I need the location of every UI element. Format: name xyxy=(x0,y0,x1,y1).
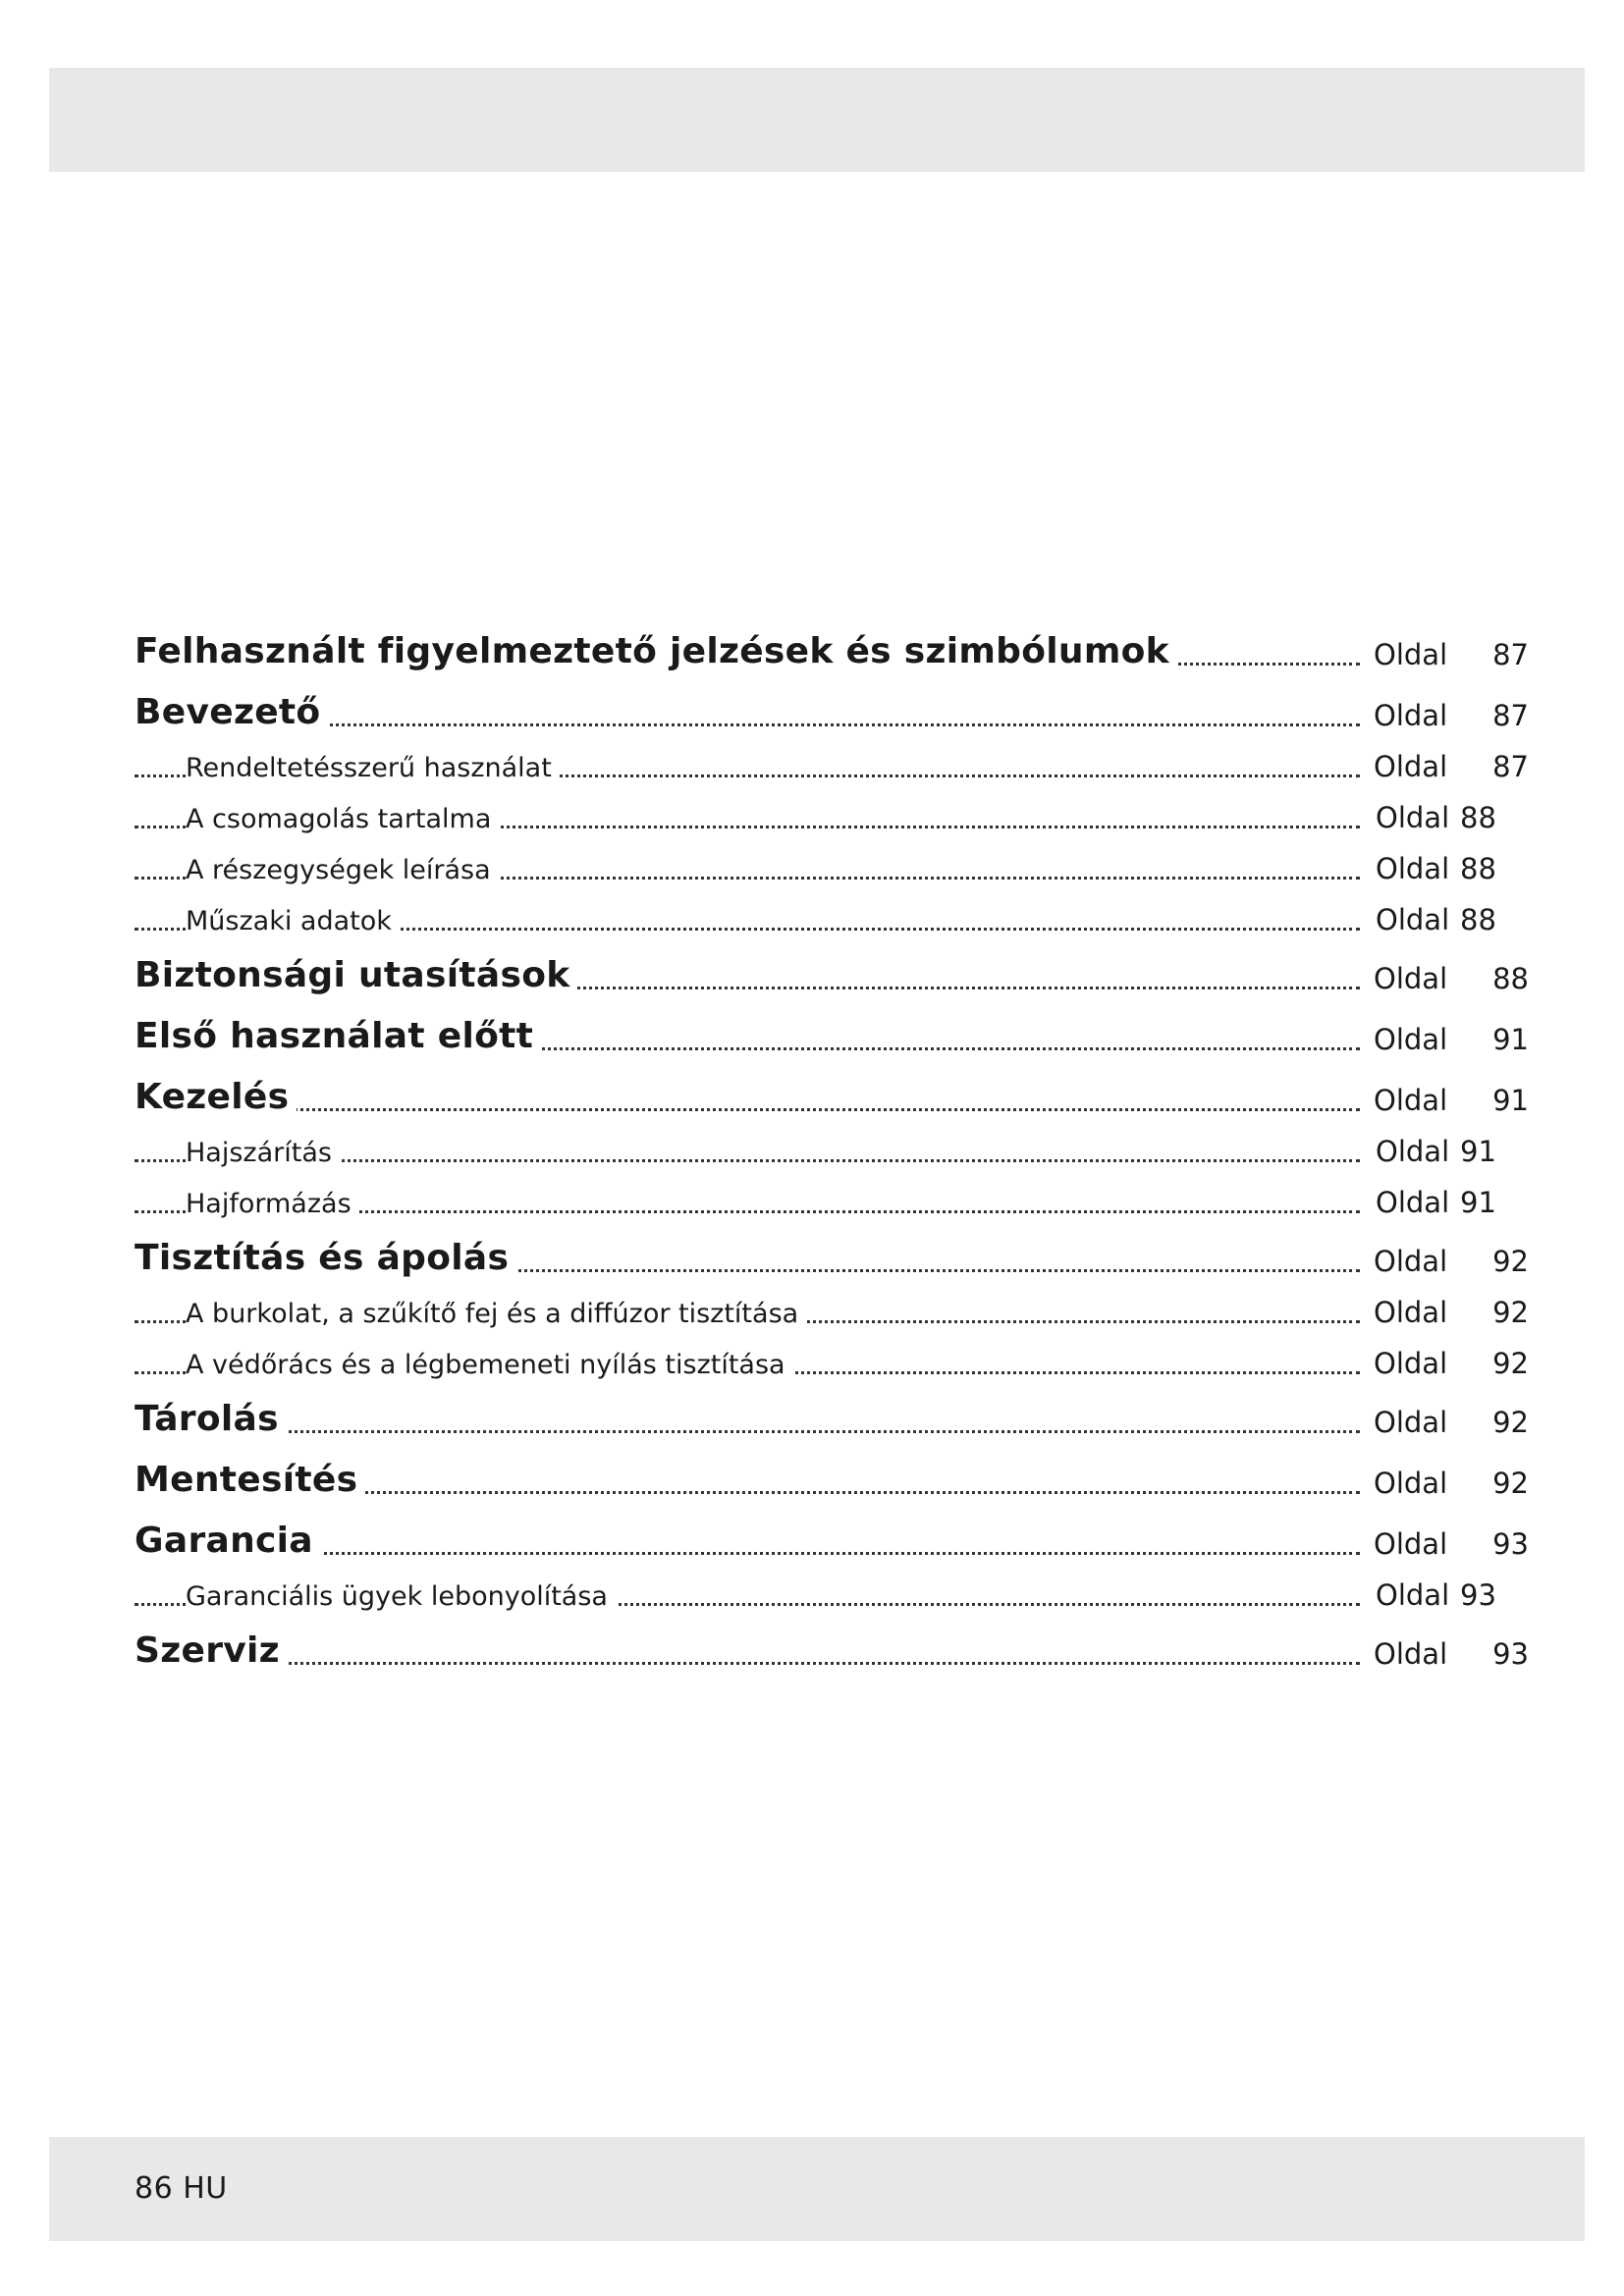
page-label: Oldal xyxy=(1374,1637,1448,1671)
page-number: 92 xyxy=(1492,1347,1529,1380)
page-label: Oldal xyxy=(1374,962,1448,995)
toc-subentry[interactable] xyxy=(135,893,1529,944)
toc-entry-title: Tisztítás és ápolás xyxy=(135,1238,516,1278)
page-number: 92 xyxy=(1492,1406,1529,1439)
toc-subentry[interactable] xyxy=(135,1286,1529,1337)
page-label: Oldal xyxy=(1376,1135,1450,1168)
toc-subentry-title: A részegységek leírása xyxy=(186,855,499,885)
page-label: Oldal xyxy=(1374,1023,1448,1056)
toc-entry-title: Tárolás xyxy=(135,1399,287,1439)
page-label: Oldal xyxy=(1376,903,1450,936)
toc-entry-title: Garancia xyxy=(135,1521,321,1561)
toc-entry[interactable] xyxy=(135,1074,1529,1125)
toc-entry[interactable] xyxy=(135,1396,1529,1447)
page-label: Oldal xyxy=(1374,1527,1448,1561)
dot-leader xyxy=(135,1108,1360,1111)
page-number: 91 xyxy=(1492,1023,1529,1056)
toc-entry-title: Biztonsági utasítások xyxy=(135,955,577,995)
page-label: Oldal xyxy=(1376,1186,1450,1219)
toc-subentry-title: Műszaki adatok xyxy=(186,906,400,936)
page-label: Oldal xyxy=(1374,1467,1448,1500)
toc-entry[interactable] xyxy=(135,1518,1529,1569)
toc-entry[interactable] xyxy=(135,1235,1529,1286)
page-number: 88 xyxy=(1492,962,1529,995)
page-number: 87 xyxy=(1492,699,1529,732)
page-number: 92 xyxy=(1492,1245,1529,1278)
page-number: 91 xyxy=(1460,1186,1496,1219)
toc-subentry[interactable] xyxy=(135,1125,1529,1176)
toc-entry[interactable] xyxy=(135,1628,1529,1679)
toc-subentry[interactable] xyxy=(135,740,1529,791)
toc-subentry[interactable] xyxy=(135,1176,1529,1227)
toc-entry[interactable] xyxy=(135,628,1529,679)
page-label: Oldal xyxy=(1374,1296,1448,1329)
toc-entry[interactable] xyxy=(135,1013,1529,1064)
page-number: 88 xyxy=(1460,903,1496,936)
dot-leader xyxy=(135,1430,1360,1433)
toc-subentry-title: Hajszárítás xyxy=(186,1138,340,1168)
toc-entry-title: Szerviz xyxy=(135,1630,288,1671)
toc-entry[interactable] xyxy=(135,1457,1529,1508)
page-label: Oldal xyxy=(1374,699,1448,732)
toc-entry[interactable] xyxy=(135,952,1529,1003)
page-number: 91 xyxy=(1460,1135,1496,1168)
page-label: Oldal xyxy=(1374,750,1448,783)
footer-band xyxy=(49,2137,1585,2241)
page-label: Oldal xyxy=(1374,638,1448,671)
page-label: Oldal xyxy=(1374,1084,1448,1117)
toc-subentry-title: A burkolat, a szűkítő fej és a diffúzor tisztítása xyxy=(186,1299,806,1329)
page-number: 87 xyxy=(1492,750,1529,783)
page-label: Oldal xyxy=(1376,852,1450,885)
toc-entry-title: Első használat előtt xyxy=(135,1016,541,1056)
page-number: 92 xyxy=(1492,1467,1529,1500)
toc-subentry[interactable] xyxy=(135,1569,1529,1620)
toc-entry-title: Mentesítés xyxy=(135,1460,365,1500)
toc-subentry[interactable] xyxy=(135,842,1529,893)
toc-subentry-title: A védőrács és a légbemeneti nyílás tisztítása xyxy=(186,1350,793,1380)
page-label: Oldal xyxy=(1374,1406,1448,1439)
page-label: Oldal xyxy=(1376,801,1450,834)
page-number: 92 xyxy=(1492,1296,1529,1329)
page-number: 93 xyxy=(1460,1578,1496,1612)
page-label: Oldal xyxy=(1374,1245,1448,1278)
page-number: 88 xyxy=(1460,801,1496,834)
toc-entry[interactable] xyxy=(135,689,1529,740)
page-number: 91 xyxy=(1492,1084,1529,1117)
page-footer: 86 HU xyxy=(135,2171,228,2206)
toc-subentry[interactable] xyxy=(135,1337,1529,1388)
dot-leader xyxy=(135,1662,1360,1665)
toc-subentry-title: A csomagolás tartalma xyxy=(186,804,499,834)
toc-subentry-title: Garanciális ügyek lebonyolítása xyxy=(186,1581,616,1612)
toc-entry-title: Felhasznált figyelmeztető jelzések és szimbólumok xyxy=(135,631,1177,671)
toc-subentry[interactable] xyxy=(135,791,1529,842)
page-number: 93 xyxy=(1492,1637,1529,1671)
toc-subentry-title: Hajformázás xyxy=(186,1189,359,1219)
toc-subentry-title: Rendeltetésszerű használat xyxy=(186,753,560,783)
page-label: Oldal xyxy=(1376,1578,1450,1612)
page-label: Oldal xyxy=(1374,1347,1448,1380)
toc-entry-title: Bevezető xyxy=(135,692,328,732)
page-number: 88 xyxy=(1460,852,1496,885)
toc-entry-title: Kezelés xyxy=(135,1077,297,1117)
page-number: 87 xyxy=(1492,638,1529,671)
page-number: 93 xyxy=(1492,1527,1529,1561)
